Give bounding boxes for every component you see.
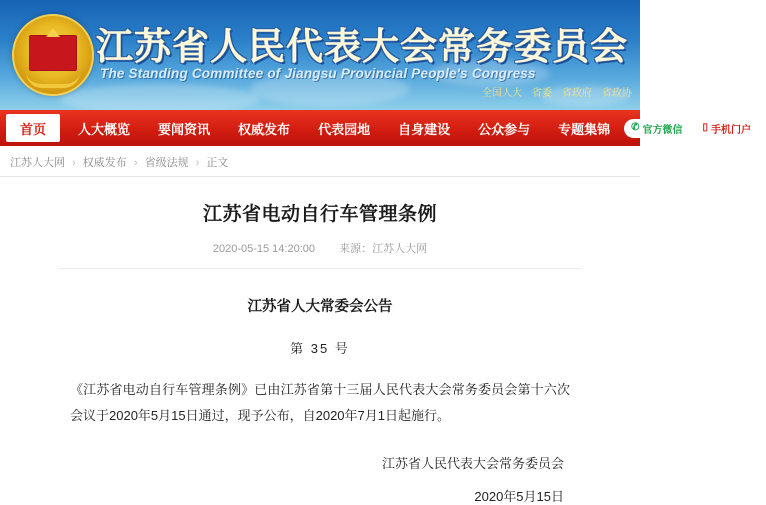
announcement-title: 江苏省人大常委会公告 [247, 298, 393, 315]
top-link-npc[interactable]: 全国人大 [482, 88, 522, 99]
site-banner [0, 0, 640, 110]
article-meta [58, 240, 582, 256]
breadcrumb-item-provincial-regulations[interactable]: 省级法规 [144, 157, 189, 169]
mobile-portal-button[interactable] [696, 119, 759, 138]
nav-item-special-topics[interactable]: 专题集锦 [558, 121, 611, 137]
mobile-portal-label: 手机门户 [711, 124, 752, 136]
top-links [482, 84, 632, 99]
emblem-inner-shape [29, 35, 77, 71]
page-title: 江苏省电动自行车管理条例 [202, 203, 437, 225]
site-title-en: The Standing Committee of Jiangsu Provincial People's Congress [100, 66, 536, 81]
wechat-label: 官方微信 [642, 124, 683, 136]
top-link-provincial-cppcc[interactable]: 省政协 [602, 88, 632, 99]
breadcrumb-separator: › [195, 157, 200, 169]
nav-item-official-release[interactable]: 权威发布 [238, 121, 291, 137]
breadcrumb-item-current: 正文 [206, 157, 229, 169]
nav-item-overview[interactable]: 人大概览 [78, 121, 131, 137]
emblem-gear-shape [26, 72, 80, 88]
breadcrumb-item-home[interactable]: 江苏人大网 [10, 157, 65, 169]
article-signature: 江苏省人民代表大会常务委员会 [381, 456, 564, 471]
article-paragraph: 《江苏省电动自行车管理条例》已由江苏省第十三届人民代表大会常务委员会第十六次会议于2020年5月15日通过，现予公布，自2020年7月1日起施行。 [70, 382, 570, 423]
breadcrumb-item-official-release[interactable]: 权威发布 [82, 157, 127, 169]
breadcrumb-bar [0, 146, 640, 177]
breadcrumb [0, 146, 640, 170]
nav-item-home[interactable]: 首页 [6, 114, 60, 142]
nav-item-deputies[interactable]: 代表园地 [318, 121, 371, 137]
top-link-provincial-government[interactable]: 省政府 [562, 88, 592, 99]
breadcrumb-separator: › [133, 157, 138, 169]
article [0, 177, 640, 505]
document-number: 第 35 号 [290, 341, 350, 356]
nav-right-group [624, 110, 766, 146]
national-emblem-icon [12, 14, 94, 96]
nav-item-public-participation[interactable]: 公众参与 [478, 121, 531, 137]
article-sign-date: 2020年5月15日 [474, 489, 564, 504]
article-body [58, 295, 582, 505]
article-divider [58, 268, 582, 269]
top-link-provincial-party[interactable]: 省委 [532, 88, 552, 99]
breadcrumb-separator: › [72, 157, 76, 169]
main-nav [0, 110, 752, 146]
nav-item-self-construction[interactable]: 自身建设 [398, 121, 451, 137]
article-source: 来源：江苏人大网 [339, 243, 428, 255]
article-datetime: 2020-05-15 14:20:00 [212, 243, 316, 255]
wechat-icon: ✆ [631, 122, 640, 133]
mobile-phone-icon: ▯ [702, 122, 709, 133]
nav-item-news[interactable]: 要闻资讯 [158, 121, 211, 137]
wechat-button[interactable] [624, 119, 689, 138]
site-title-cn: 江苏省人民代表大会常务委员会 [96, 24, 628, 68]
